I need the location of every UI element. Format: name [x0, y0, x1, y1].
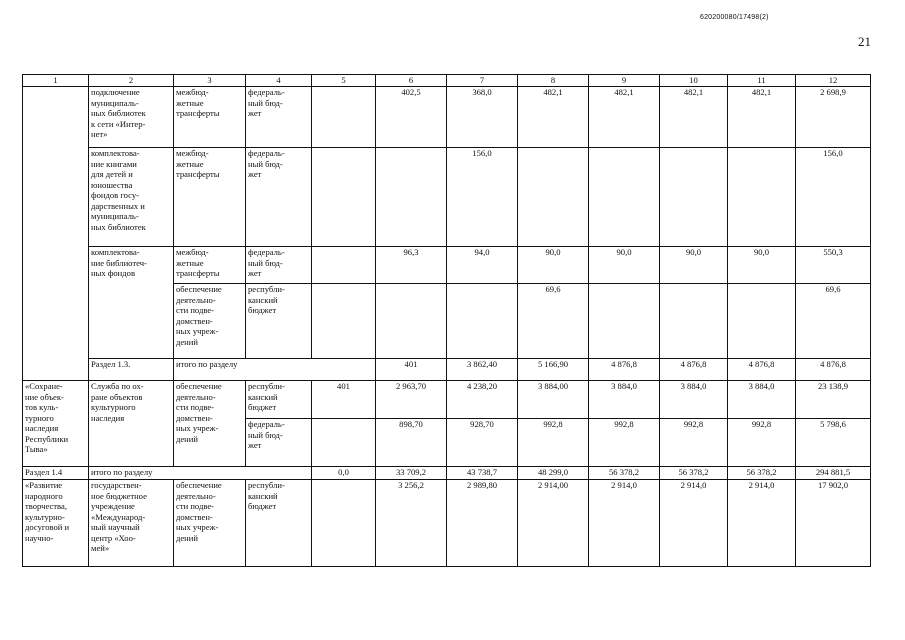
table-cell-value: 4 876,8 [589, 359, 660, 381]
table-cell-value: 90,0 [660, 247, 728, 284]
table-cell-value: 3 884,0 [589, 381, 660, 419]
table-cell-c3: обеспечение деятельно- сти подве- домствен- ных учреж- дений [174, 381, 246, 467]
table-cell-value [376, 148, 447, 247]
table-cell-c1: Раздел 1.4 [23, 467, 89, 480]
table-row [23, 480, 871, 567]
table-cell-c4: республи- канский бюджет [246, 480, 312, 567]
table-cell-value [447, 284, 518, 359]
table-cell-value: 69,6 [796, 284, 871, 359]
column-header-12: 12 [796, 75, 871, 87]
table-cell-value: 3 256,2 [376, 480, 447, 567]
table-cell-value: 94,0 [447, 247, 518, 284]
table-cell-c3: межбюд- жетные трансферты [174, 148, 246, 247]
table-cell-c4: федераль- ный бюд- жет [246, 87, 312, 148]
table-cell-value: 56 378,2 [728, 467, 796, 480]
table-cell-c1: «Развитие народного творчества, культурно- досуговой и научно- [23, 480, 89, 567]
table-cell-value [660, 284, 728, 359]
budget-table [22, 74, 871, 567]
column-header-7: 7 [447, 75, 518, 87]
table-cell-c3: обеспечение деятельно- сти подве- домствен- ных учреж- дений [174, 284, 246, 359]
column-header-5: 5 [312, 75, 376, 87]
table-cell-value: 3 862,40 [447, 359, 518, 381]
table-header-row [23, 75, 871, 87]
table-cell-c4: федераль- ный бюд- жет [246, 247, 312, 284]
table-cell-value: 992,8 [660, 419, 728, 467]
table-cell-value [589, 148, 660, 247]
table-cell-c4: федераль- ный бюд- жет [246, 148, 312, 247]
table-cell-c2: итого по разделу [174, 359, 376, 381]
table-cell-c5 [312, 419, 376, 467]
table-cell-value: 2 698,9 [796, 87, 871, 148]
table-cell-c4: республи- канский бюджет [246, 381, 312, 419]
table-cell-value [728, 148, 796, 247]
table-cell-value: 33 709,2 [376, 467, 447, 480]
table-cell-value: 48 299,0 [518, 467, 589, 480]
table-cell-value: 156,0 [447, 148, 518, 247]
table-cell-c2: комплектова- ние книгами для детей и юношества фондов госу- дарственных и муниципаль- ных библиотек [89, 148, 174, 247]
column-header-9: 9 [589, 75, 660, 87]
table-row [23, 359, 871, 381]
document-code: 620200080/17498(2) [700, 14, 769, 21]
table-cell-value [376, 284, 447, 359]
table-cell-value: 56 378,2 [589, 467, 660, 480]
table-row [23, 148, 871, 247]
table-cell-c5 [312, 148, 376, 247]
table-cell-value: 482,1 [518, 87, 589, 148]
page-number: 21 [858, 34, 871, 49]
table-cell-value: 482,1 [728, 87, 796, 148]
table-cell-value: 898,70 [376, 419, 447, 467]
table-row [23, 381, 871, 419]
table-cell-c2: Служба по ох- ране объектов культурного наследия [89, 381, 174, 467]
column-header-2: 2 [89, 75, 174, 87]
table-row [23, 87, 871, 148]
column-header-1: 1 [23, 75, 89, 87]
table-cell-value: 17 902,0 [796, 480, 871, 567]
table-cell-value: 368,0 [447, 87, 518, 148]
table-cell-value: 402,5 [376, 87, 447, 148]
column-header-8: 8 [518, 75, 589, 87]
table-cell-c5: 401 [312, 381, 376, 419]
table-cell-c2: итого по разделу [89, 467, 312, 480]
table-cell-value: 23 138,9 [796, 381, 871, 419]
table-cell-value: 2 914,0 [660, 480, 728, 567]
table-row [23, 467, 871, 480]
table-cell-value: 156,0 [796, 148, 871, 247]
table-cell-c2: подключение муниципаль- ных библиотек к сети «Интер- нет» [89, 87, 174, 148]
table-cell-c3: межбюд- жетные трансферты [174, 247, 246, 284]
table-cell-value [728, 284, 796, 359]
table-cell-c2: комплектова- ние библиотеч- ных фондов [89, 247, 174, 359]
table-cell-value: 5 166,90 [518, 359, 589, 381]
table-cell-c1 [23, 87, 89, 381]
table-cell-value: 4 876,8 [660, 359, 728, 381]
table-cell-value [660, 148, 728, 247]
table-cell-value: 294 881,5 [796, 467, 871, 480]
table-cell-value: 4 238,20 [447, 381, 518, 419]
table-cell-c3: межбюд- жетные трансферты [174, 87, 246, 148]
table-cell-value: 2 914,0 [589, 480, 660, 567]
table-cell-value: 2 914,0 [728, 480, 796, 567]
table-cell-value: 43 738,7 [447, 467, 518, 480]
table-cell-c5 [312, 480, 376, 567]
table-cell-c5 [312, 247, 376, 284]
table-cell-c3: обеспечение деятельно- сти подве- домствен- ных учреж- дений [174, 480, 246, 567]
table-cell-value: 5 798,6 [796, 419, 871, 467]
table-cell-value [589, 284, 660, 359]
table-cell-value: 3 884,00 [518, 381, 589, 419]
column-header-10: 10 [660, 75, 728, 87]
table-cell-c2: государствен- ное бюджетное учреждение «Международ- ный научный центр «Хоо- мей» [89, 480, 174, 567]
table-cell-c5: 401 [376, 359, 447, 381]
table-cell-value: 90,0 [518, 247, 589, 284]
table-cell-value: 3 884,0 [660, 381, 728, 419]
column-header-11: 11 [728, 75, 796, 87]
table-cell-value: 69,6 [518, 284, 589, 359]
table-cell-value: 992,8 [518, 419, 589, 467]
table-cell-c1: Раздел 1.3. [89, 359, 174, 381]
table-cell-value: 482,1 [660, 87, 728, 148]
table-cell-value: 96,3 [376, 247, 447, 284]
column-header-4: 4 [246, 75, 312, 87]
column-header-6: 6 [376, 75, 447, 87]
table-cell-value: 992,8 [728, 419, 796, 467]
table-cell-c5 [312, 284, 376, 359]
table-cell-value: 2 989,80 [447, 480, 518, 567]
table-cell-value: 992,8 [589, 419, 660, 467]
table-cell-value: 550,3 [796, 247, 871, 284]
table-cell-value: 4 876,8 [728, 359, 796, 381]
column-header-3: 3 [174, 75, 246, 87]
table-cell-c5: 0,0 [312, 467, 376, 480]
table-cell-value: 928,70 [447, 419, 518, 467]
table-cell-value: 90,0 [728, 247, 796, 284]
table-cell-value: 56 378,2 [660, 467, 728, 480]
table-cell-value: 2 963,70 [376, 381, 447, 419]
table-cell-value: 482,1 [589, 87, 660, 148]
table-cell-value: 2 914,00 [518, 480, 589, 567]
table-cell-value [518, 148, 589, 247]
table-cell-c1: «Сохране- ние объек- тов куль- турного наследия Республики Тыва» [23, 381, 89, 467]
table-cell-c4: федераль- ный бюд- жет [246, 419, 312, 467]
table-cell-c5 [312, 87, 376, 148]
table-cell-c4: республи- канский бюджет [246, 284, 312, 359]
table-cell-value: 3 884,0 [728, 381, 796, 419]
table-row [23, 247, 871, 284]
table-cell-value: 4 876,8 [796, 359, 871, 381]
table-cell-value: 90,0 [589, 247, 660, 284]
